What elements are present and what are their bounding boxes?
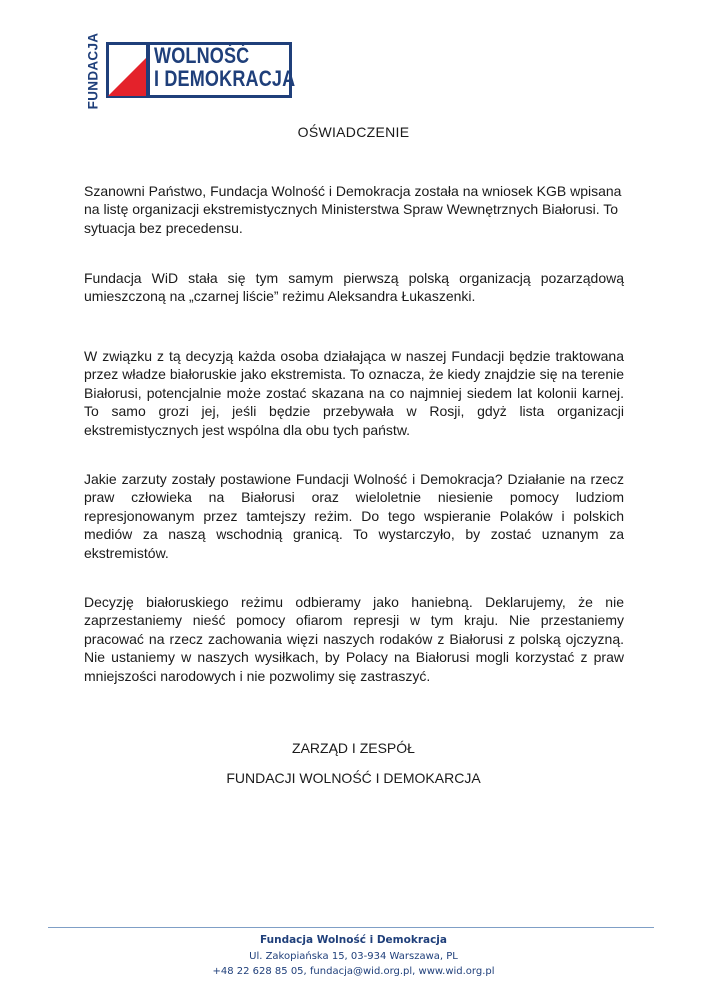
footer-contact: +48 22 628 85 05, fundacja@wid.org.pl, www.wid.org.pl [212, 966, 495, 977]
signature-line-1: ZARZĄD I ZESPÓŁ [292, 740, 415, 756]
logo-vertical-text: FUNDACJA [85, 32, 101, 110]
paragraph-5: Decyzję białoruskiego reżimu odbieramy jako haniebną. Deklarujemy, że nie zaprzestaniemy nieść pomocy ofiarom represji w tym kraju. Nie przestaniemy pracować na rzecz zachowania więzi naszych rodaków z Białorusi z polską ojczyzną. Nie ustaniemy w naszych wysiłkach, by Polacy na Białorusi mogli korzystać z praw mniejszości narodowych i nie pozwolimy się zastraszyć. [84, 594, 624, 684]
paragraph-2: Fundacja WiD stała się tym samym pierwszą polską organizacją pozarządową umieszczoną na „czarnej liście” reżimu Aleksandra Łukaszenki. [84, 270, 624, 305]
paragraph-1: Szanowni Państwo, Fundacja Wolność i Demokracja została na wniosek KGB wpisana na listę organizacji ekstremistycznych Ministerstwa Spraw Wewnętrznych Białorusi. To sytuacja bez precedensu. [84, 183, 622, 236]
logo-line-2: I DEMOKRACJA [154, 66, 296, 91]
paragraph-4: Jakie zarzuty zostały postawione Fundacji Wolność i Demokracja? Działanie na rzecz praw człowieka na Białorusi oraz wieloletnie niesienie pomocy ludziom represjonowanym przez tamtejszy reżim. Do tego wspieranie Polaków i polskich mediów za naszą wschodnią granicą. To wystarczyło, by zostać uznanym za ekstremistów. [84, 471, 624, 561]
footer-address: Ul. Zakopiańska 15, 03-934 Warszawa, PL [249, 951, 458, 962]
footer-divider [48, 927, 654, 928]
paragraph-3: W związku z tą decyzją każda osoba działająca w naszej Fundacji będzie traktowana przez władze białoruskie jako ekstremista. To oznacza, że kiedy znajdzie się na terenie Białorusi, potencjalnie może zostać skazana na co najmniej siedem lat kolonii karnej. To samo grozi jej, jeśli będzie przebywała w Rosji, gdyż lista organizacji ekstremistycznych jest wspólna dla obu tych państw. [84, 348, 624, 438]
logo-wordmark [154, 44, 295, 90]
footer-organization-name: Fundacja Wolność i Demokracja [259, 934, 447, 946]
signature-line-2: FUNDACJI WOLNOŚĆ I DEMOKARCJA [226, 770, 481, 786]
foundation-logo [84, 32, 296, 110]
document-title: OŚWIADCZENIE [297, 124, 410, 140]
logo-line-1: WOLNOŚĆ [154, 43, 250, 68]
